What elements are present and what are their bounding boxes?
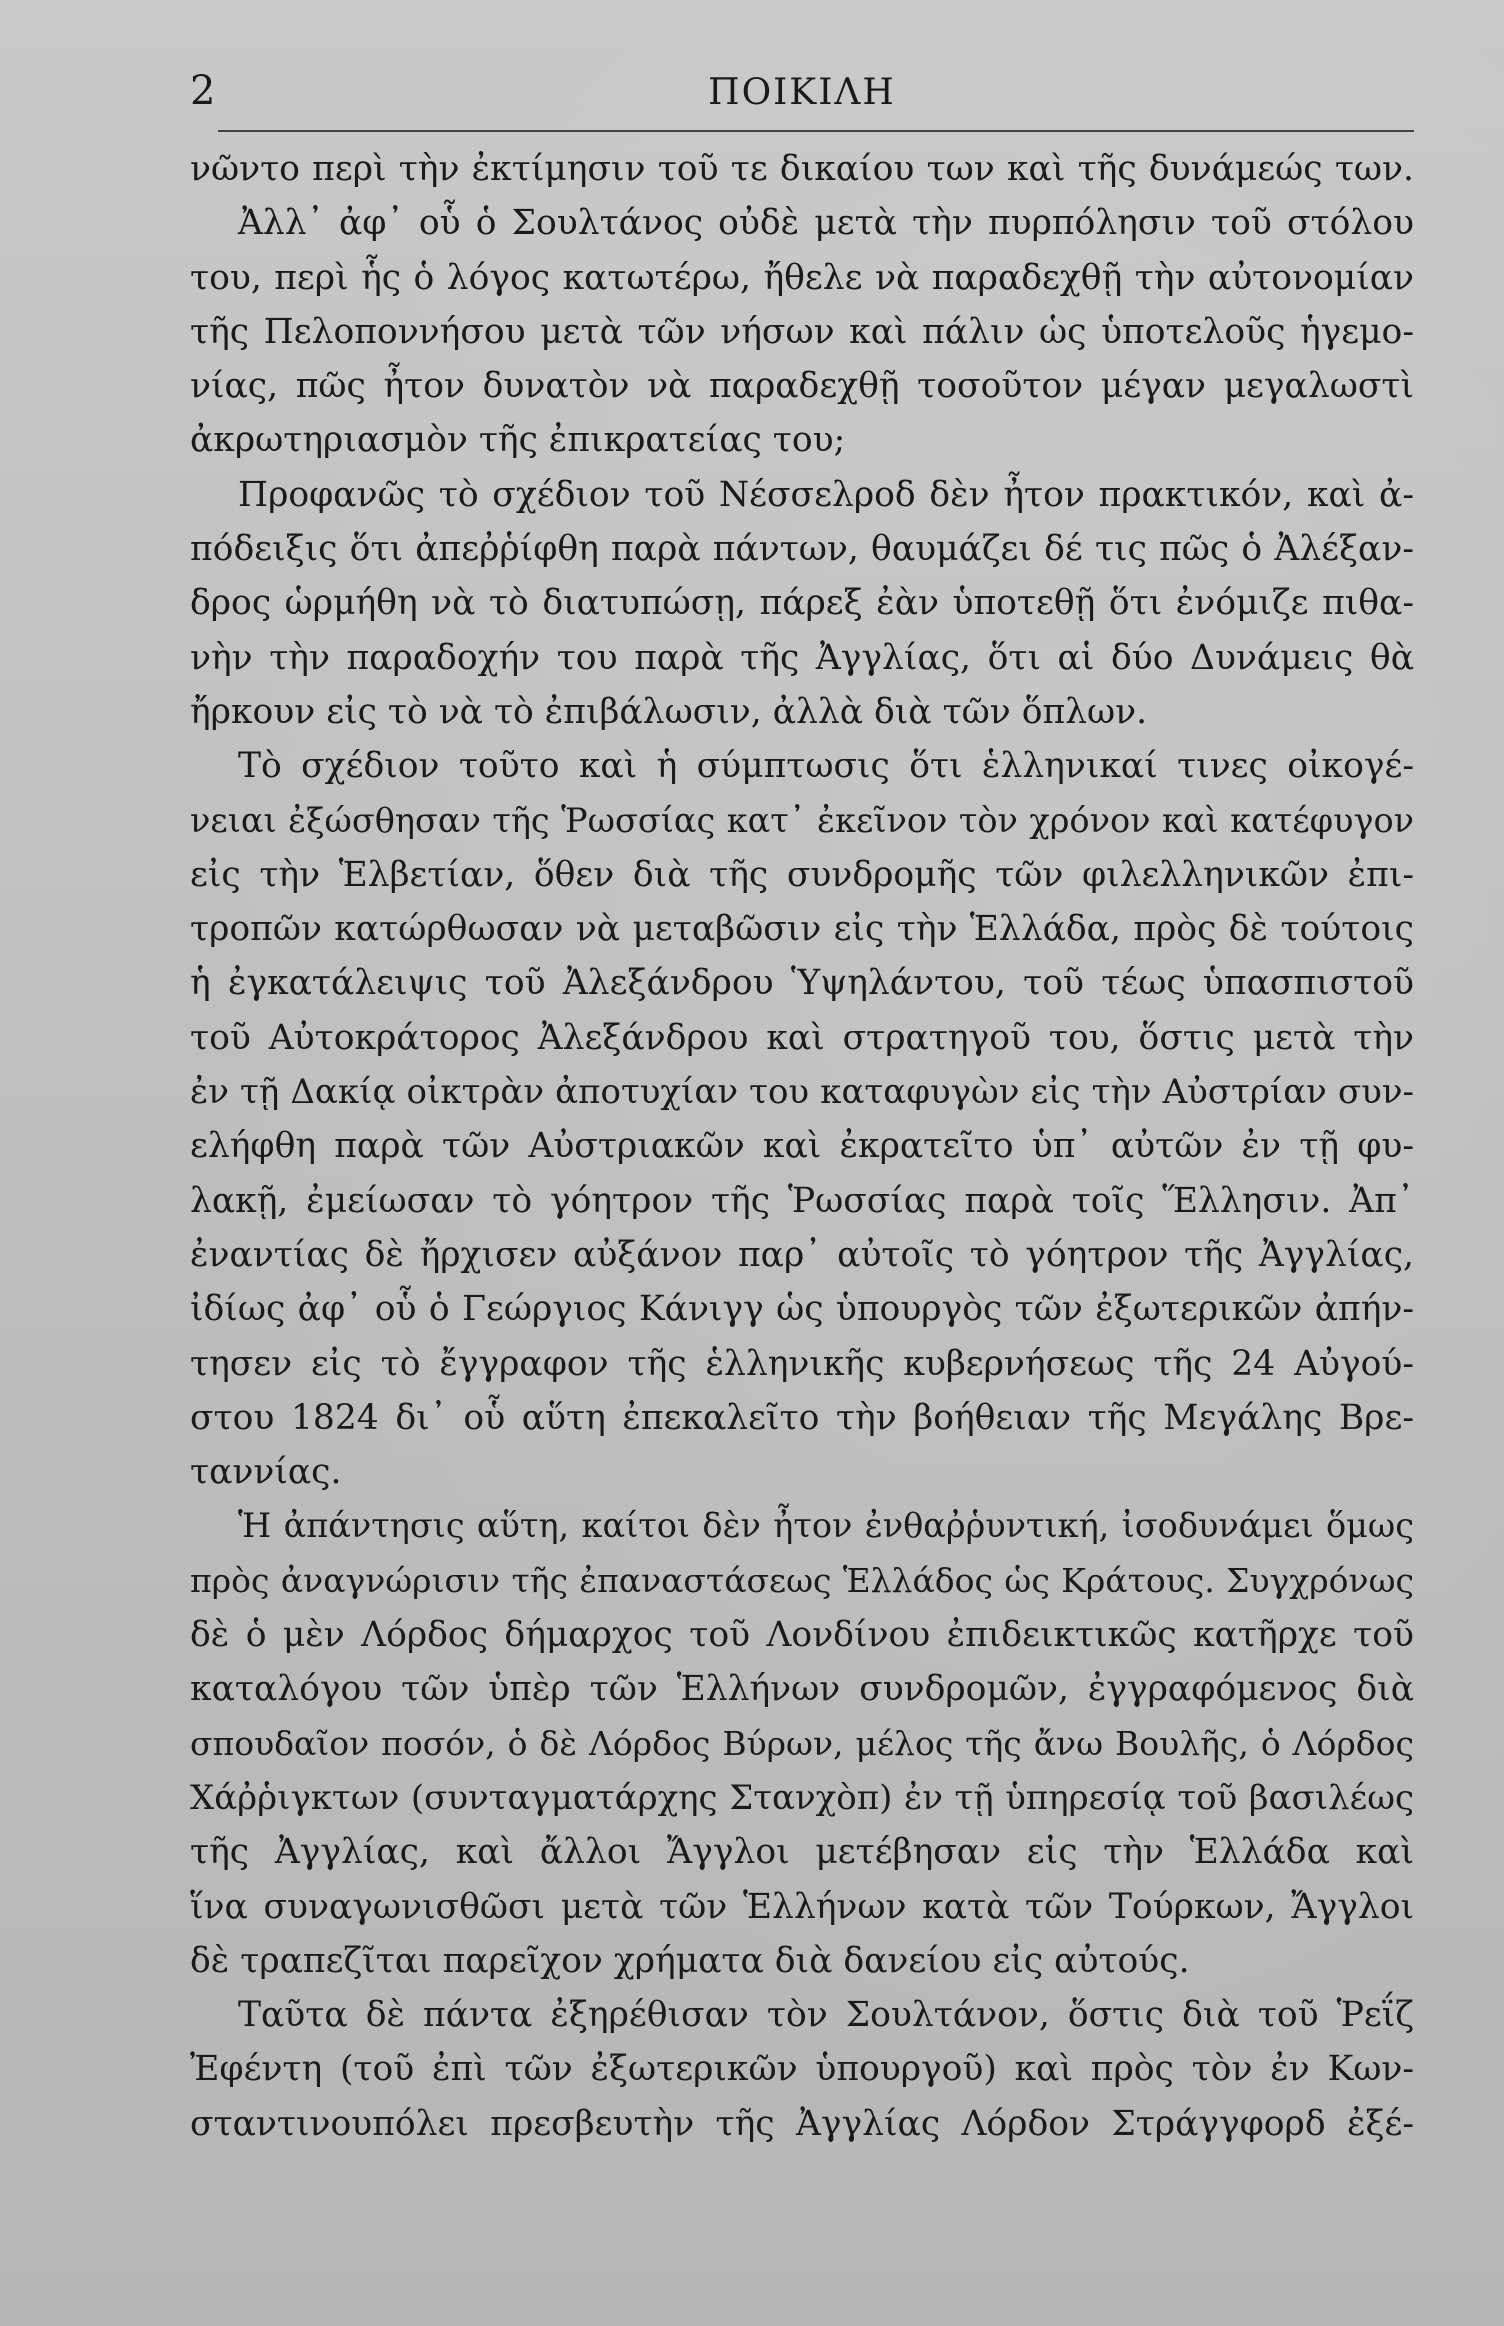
text-line: Προφανῶς τὸ σχέδιον τοῦ Νέσσελροδ δὲν ἦτον πρακτικόν, καὶ ἀ-: [238, 474, 1414, 515]
text-line: Ἡ ἀπάντησις αὕτη, καίτοι δὲν ἦτον ἐνθαῤῥυντική, ἰσοδυνάμει ὅμως: [238, 1506, 1414, 1546]
text-line: του, περὶ ἧς ὁ λόγος κατωτέρω, ἤθελε νὰ παραδεχθῇ τὴν αὐτονομίαν: [190, 257, 1414, 298]
header-rule: [218, 130, 1414, 132]
text-line: δὲ τραπεζῖται παρεῖχον χρήματα διὰ δανείου εἰς αὐτούς.: [190, 1940, 1190, 1981]
text-line: εἰς τὴν Ἑλβετίαν, ὅθεν διὰ τῆς συνδρομῆς τῶν φιλελληνικῶν ἐπι-: [190, 854, 1414, 895]
text-line: ἵνα συναγωνισθῶσι μετὰ τῶν Ἑλλήνων κατὰ τῶν Τούρκων, Ἄγγλοι: [190, 1886, 1414, 1927]
text-line: ἡ ἐγκατάλειψις τοῦ Ἀλεξάνδρου Ὑψηλάντου, τοῦ τέως ὑπασπιστοῦ: [190, 963, 1414, 1004]
text-line: πόδειξις ὅτι ἀπεῤῥίφθη παρὰ πάντων, θαυμάζει δέ τις πῶς ὁ Ἀλέξαν-: [190, 529, 1414, 570]
text-line: σπουδαῖον ποσόν, ὁ δὲ Λόρδος Βύρων, μέλος τῆς ἄνω Βουλῆς, ὁ Λόρδος: [190, 1723, 1414, 1763]
text-line: λακῇ, ἐμείωσαν τὸ γόητρον τῆς Ῥωσσίας παρὰ τοῖς Ἕλλησιν. Ἀπ᾽: [190, 1180, 1414, 1221]
page-header: [190, 62, 1414, 132]
text-line: πρὸς ἀναγνώρισιν τῆς ἐπαναστάσεως Ἑλλάδος ὡς Κράτους. Συγχρόνως: [190, 1560, 1414, 1600]
text-line: ἰδίως ἀφ᾽ οὗ ὁ Γεώργιος Κάνιγγ ὡς ὑπουργὸς τῶν ἐξωτερικῶν ἀπήν-: [190, 1289, 1414, 1330]
text-line: νειαι ἐξώσθησαν τῆς Ῥωσσίας κατ᾽ ἐκεῖνον τὸν χρόνον καὶ κατέφυγον: [190, 800, 1414, 840]
page-number: 2: [190, 68, 216, 114]
text-line: Ἀλλ᾽ ἀφ᾽ οὗ ὁ Σουλτάνος οὐδὲ μετὰ τὴν πυρπόλησιν τοῦ στόλου: [238, 203, 1414, 244]
text-line: ταννίας.: [190, 1452, 342, 1493]
text-line: τροπῶν κατώρθωσαν νὰ μεταβῶσιν εἰς τὴν Ἑλλάδα, πρὸς δὲ τούτοις: [190, 909, 1414, 950]
text-line: Ταῦτα δὲ πάντα ἐξηρέθισαν τὸν Σουλτάνον, ὅστις διὰ τοῦ Ῥεΐζ: [238, 1995, 1414, 2036]
text-line: ελήφθη παρὰ τῶν Αὐστριακῶν καὶ ἐκρατεῖτο ὑπ᾽ αὐτῶν ἐν τῇ φυ-: [190, 1126, 1414, 1167]
text-line: Ἐφέντη (τοῦ ἐπὶ τῶν ἐξωτερικῶν ὑπουργοῦ) καὶ πρὸς τὸν ἐν Κων-: [190, 2049, 1414, 2090]
text-line: νὴν τὴν παραδοχήν του παρὰ τῆς Ἀγγλίας, ὅτι αἱ δύο Δυνάμεις θὰ: [190, 637, 1414, 678]
text-line: ἀκρωτηριασμὸν τῆς ἐπικρατείας του;: [190, 420, 846, 461]
text-line: νῶντο περὶ τὴν ἐκτίμησιν τοῦ τε δικαίου των καὶ τῆς δυνάμεώς των.: [190, 149, 1414, 189]
running-title: ΠΟΙΚΙΛΗ: [708, 72, 896, 113]
text-line: ἤρκουν εἰς τὸ νὰ τὸ ἐπιβάλωσιν, ἀλλὰ διὰ τῶν ὅπλων.: [190, 691, 1148, 732]
text-line: Χάῤῥιγκτων (συνταγματάρχης Στανχὸπ) ἐν τῇ ὑπηρεσίᾳ τοῦ βασιλέως: [190, 1777, 1414, 1818]
text-line: ἐναντίας δὲ ἤρχισεν αὐξάνον παρ᾽ αὐτοῖς τὸ γόητρον τῆς Ἀγγλίας,: [190, 1234, 1414, 1275]
text-line: ἐν τῇ Δακίᾳ οἰκτρὰν ἀποτυχίαν του καταφυγὼν εἰς τὴν Αὐστρίαν συν-: [190, 1072, 1414, 1113]
text-line: τῆς Ἀγγλίας, καὶ ἄλλοι Ἄγγλοι μετέβησαν εἰς τὴν Ἑλλάδα καὶ: [190, 1832, 1414, 1873]
text-line: καταλόγου τῶν ὑπὲρ τῶν Ἑλλήνων συνδρομῶν, ἐγγραφόμενος διὰ: [190, 1669, 1414, 1710]
text-line: νίας, πῶς ἦτον δυνατὸν νὰ παραδεχθῇ τοσοῦτον μέγαν μεγαλωστὶ: [190, 366, 1414, 407]
text-line: τησεν εἰς τὸ ἔγγραφον τῆς ἑλληνικῆς κυβερνήσεως τῆς 24 Αὐγού-: [190, 1343, 1414, 1384]
text-line: στου 1824 δι᾽ οὗ αὕτη ἐπεκαλεῖτο τὴν βοήθειαν τῆς Μεγάλης Βρε-: [190, 1397, 1414, 1438]
text-line: τοῦ Αὐτοκράτορος Ἀλεξάνδρου καὶ στρατηγοῦ του, ὅστις μετὰ τὴν: [190, 1017, 1414, 1058]
text-line: σταντινουπόλει πρεσβευτὴν τῆς Ἀγγλίας Λόρδον Στράγγφορδ ἐξέ-: [190, 2103, 1414, 2144]
text-line: τῆς Πελοποννήσου μετὰ τῶν νήσων καὶ πάλιν ὡς ὑποτελοῦς ἡγεμο-: [190, 311, 1414, 352]
body-text: [190, 142, 1414, 2151]
text-line: δρος ὡρμήθη νὰ τὸ διατυπώσῃ, πάρεξ ἐὰν ὑποτεθῇ ὅτι ἐνόμιζε πιθα-: [190, 583, 1414, 624]
text-line: Τὸ σχέδιον τοῦτο καὶ ἡ σύμπτωσις ὅτι ἑλληνικαί τινες οἰκογέ-: [238, 746, 1414, 787]
text-line: δὲ ὁ μὲν Λόρδος δήμαρχος τοῦ Λονδίνου ἐπιδεικτικῶς κατῆρχε τοῦ: [190, 1615, 1414, 1656]
